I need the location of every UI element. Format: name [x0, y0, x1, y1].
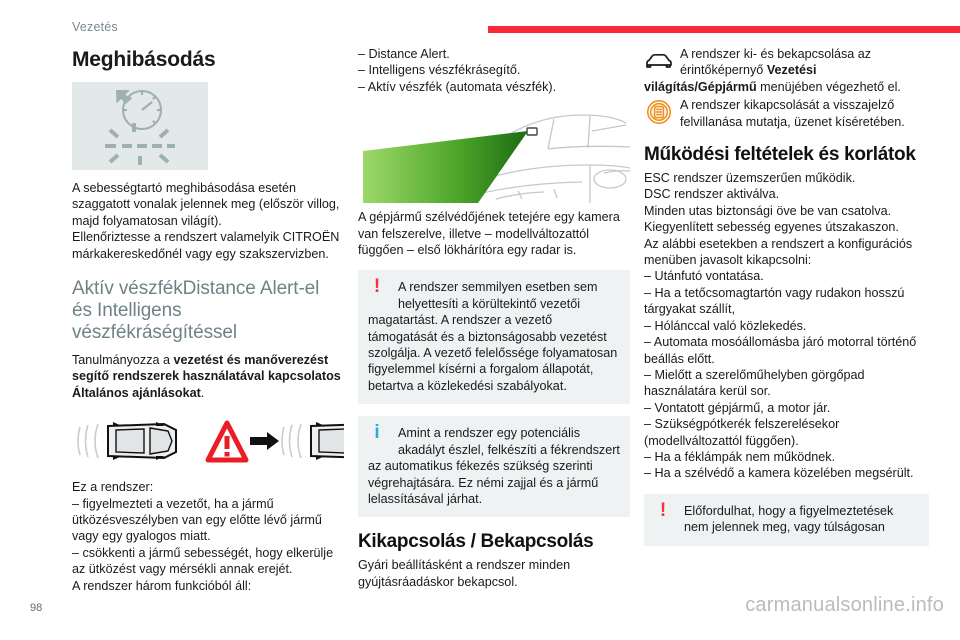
amber-warning-lamp-icon — [644, 99, 674, 125]
alerts-notice-lead: Előfordulhat, hogy a figyelmeztetések nem jelennek meg, vagy túlságosan — [684, 503, 894, 535]
column-right — [644, 46, 929, 546]
speedometer-fault-figure — [72, 82, 208, 170]
touchscreen-overflow-rest: menüjében végezhető el. — [756, 79, 901, 94]
touchscreen-lead-text: A rendszer ki- és bekapcsolása az érintőképernyő — [680, 47, 872, 78]
function-bullet-3: – Aktív vészfék (automata vészfék). — [358, 79, 557, 94]
disable-item-1: – Utánfutó vontatása. — [644, 269, 764, 284]
info-notice-brake-preparation — [358, 416, 630, 517]
warning-icon: ! — [659, 499, 667, 521]
function-bullet-1: – Distance Alert. — [358, 47, 450, 61]
fault-paragraph-2: Ellenőriztesse a rendszert valamelyik CITROËN márkakereskedőnél vagy egy szakszervizben. — [72, 230, 340, 261]
info-icon: i — [374, 422, 380, 444]
camera-radar-paragraph: A gépjármű szélvédőjének tetejére egy kamera van felszerelve, illetve – modellváltozattól függően – első lökhárítóra egy radar is. — [358, 210, 620, 258]
system-bullet-2: – csökkenti a jármű sebességét, hogy elkerülje az ütközést vagy mérsékli annak erejét. — [72, 545, 334, 577]
page-body — [0, 46, 960, 593]
touchscreen-menu-lead — [644, 46, 929, 79]
warning-icon: ! — [373, 276, 381, 298]
column-left — [72, 46, 344, 594]
warning-notice-driver-behaviour — [358, 270, 630, 404]
condition-1: ESC rendszer üzemszerűen működik. — [644, 171, 856, 186]
disable-item-5: – Mielőtt a szerelőműhelyben görgőpad használatára kerül sor. — [644, 367, 865, 399]
site-watermark: carmanualsonline.info — [745, 594, 944, 616]
fault-paragraph-1: A sebességtartó meghibásodása esetén szaggatott vonalak jelennek meg (először villog, majd folyamatosan világít). — [72, 181, 340, 228]
system-bullet-1: – figyelmezteti a vezetőt, ha a jármű ütközésveszélyben van egy előtte lévő jármű vagy egy gyalogos miatt. — [72, 496, 322, 544]
intro-suffix: . — [200, 385, 205, 400]
page-header — [0, 0, 960, 46]
warning-notice-body: magatartást. A rendszer a vezető támogatását és a biztonságosabb vezetést szolgálja. A vezető felelőssége folyamatosan figyelemmel kísérni a forgalom állapotát, betartva a közlekedési szabályokat. — [368, 313, 618, 393]
page-footer — [0, 586, 960, 640]
column-middle — [358, 46, 630, 590]
condition-2: DSC rendszer aktiválva. — [644, 187, 780, 202]
warning-lamp-row — [644, 97, 929, 130]
factory-setting-paragraph: Gyári beállításként a rendszer minden gyújtásráadáskor bekapcsol. — [358, 558, 571, 589]
page-number: 98 — [30, 602, 43, 614]
touchscreen-menu-overflow — [644, 79, 929, 95]
touchscreen-lead-bold: Vezetési — [766, 63, 817, 78]
disable-intro: Az alábbi esetekben a rendszert a konfigurációs menüben javasolt kikapcsolni: — [644, 236, 913, 268]
condition-3: Minden utas biztonsági öve be van csatolva. — [644, 203, 892, 218]
section-heading-active-braking: Aktív vészfékDistance Alert-el és Intelligens vészfékráségítéssel — [72, 278, 320, 344]
intro-bold: vezetést és manőverezést segítő rendszerek használatával kapcsolatos Általános ajánlásokat — [72, 353, 341, 400]
system-closing-line: A rendszer három funkcióból áll: — [72, 578, 252, 593]
general-recommendations-paragraph — [72, 352, 344, 401]
disable-item-3: – Hólánccal való közlekedés. — [644, 318, 807, 333]
function-bullet-2: – Intelligens vészfékrásegítő. — [358, 63, 521, 78]
disable-item-9: – Ha a szélvédő a kamera közelében megsérült. — [644, 466, 914, 481]
touchscreen-overflow-bold: világítás/Gépjármű — [644, 79, 757, 94]
camera-detection-cone-figure — [358, 103, 630, 203]
warning-notice-lead: A rendszer semmilyen esetben sem helyettesíti a körültekintő vezetői — [398, 280, 598, 311]
condition-4: Kiegyenlített sebesség egyenes útszakaszon. — [644, 220, 899, 235]
system-list-intro: Ez a rendszer: — [72, 480, 154, 495]
section-heading-operating-conditions: Működési feltételek és korlátok — [644, 144, 916, 166]
info-notice-body: az automatikus fékezés szükség szerinti végrehajtására. Ez némi zajjal és a jármű lelassításával járhat. — [368, 459, 599, 506]
header-red-rule — [488, 26, 960, 33]
disable-item-6: – Vontatott gépjármű, a motor jár. — [644, 400, 831, 415]
car-touchscreen-icon — [644, 48, 674, 74]
section-heading-on-off: Kikapcsolás / Bekapcsolás — [358, 531, 594, 553]
breadcrumb-section: Vezetés — [72, 20, 118, 34]
disable-item-4: – Automata mosóállomásba járó motorral történő beállás előtt. — [644, 335, 917, 366]
info-notice-lead: Amint a rendszer egy potenciális akadályt észlel, felkészíti a fékrendszert — [398, 426, 620, 457]
touchscreen-menu-row — [644, 46, 929, 95]
disable-item-2: – Ha a tetőcsomagtartón vagy rudakon hosszú tárgyakat szállít, — [644, 285, 905, 317]
disable-item-7: – Szükségpótkerék felszerelésekor (modellváltozattól függően). — [644, 417, 840, 448]
warning-lamp-text: A rendszer kikapcsolását a visszajelző felvillanása mutatja, üzenet kíséretében. — [680, 98, 905, 129]
collision-warning-figure — [72, 413, 344, 469]
page-title: Meghibásodás — [72, 48, 216, 71]
disable-item-8: – Ha a féklámpák nem működnek. — [644, 449, 836, 464]
warning-notice-alerts-may-not-appear — [644, 494, 929, 546]
intro-prefix: Tanulmányozza a — [72, 353, 174, 368]
